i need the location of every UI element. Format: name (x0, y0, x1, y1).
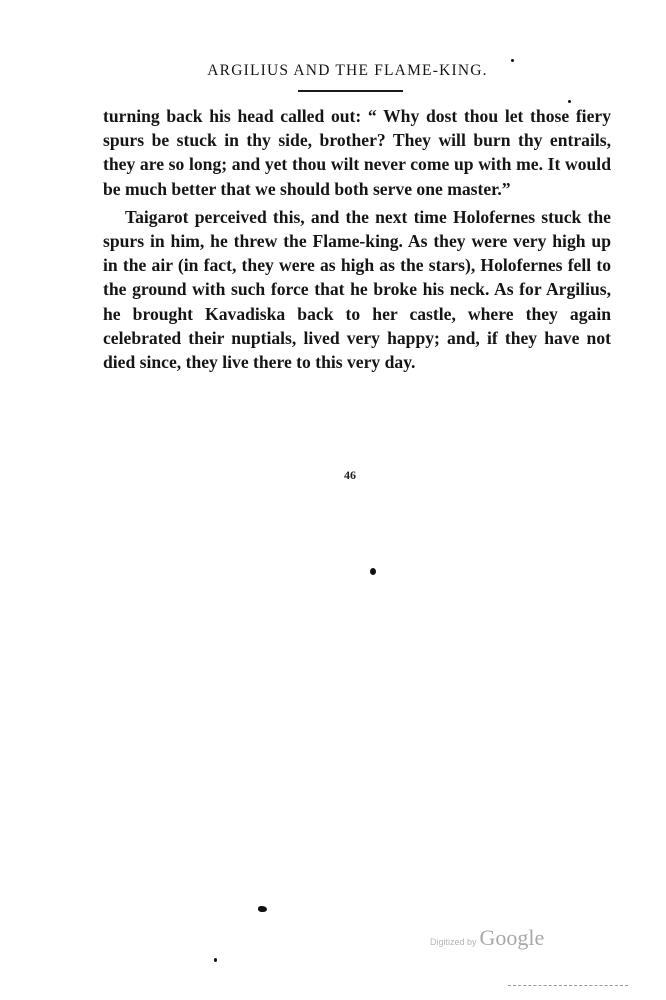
digitized-watermark (430, 925, 580, 951)
scan-speck (214, 958, 217, 962)
watermark-prefix: Digitized by (430, 937, 477, 947)
scan-artifact-line (508, 985, 628, 987)
page-number: 46 (344, 468, 356, 482)
scan-speck (258, 906, 267, 912)
running-head: ARGILIUS AND THE FLAME-KING. (207, 62, 488, 79)
scan-speck (511, 59, 514, 62)
paragraph-1: turning back his head called out: “ Why dost thou let those fiery spurs be stuck in thy side, brother? They will burn thy entrails, they are so long; and yet thou wilt never come up with me. It would be much better that we should both serve one master.” (103, 106, 611, 199)
body-text (103, 104, 611, 378)
paragraph-2: Taigarot perceived this, and the next time Holofernes stuck the spurs in him, he threw the Flame-king. As they were very high up in the air (in fact, they were as high as the stars), Holofernes fell to the ground with such force that he broke his neck. As for Argilius, he brought Kavadiska back to her castle, where they again celebrated their nuptials, lived very happy; and, if they have not died since, they live there to this very day. (103, 206, 611, 373)
google-logo: Google (479, 925, 545, 950)
header-rule (298, 90, 403, 92)
scan-speck (568, 100, 571, 103)
scan-speck (370, 568, 376, 575)
